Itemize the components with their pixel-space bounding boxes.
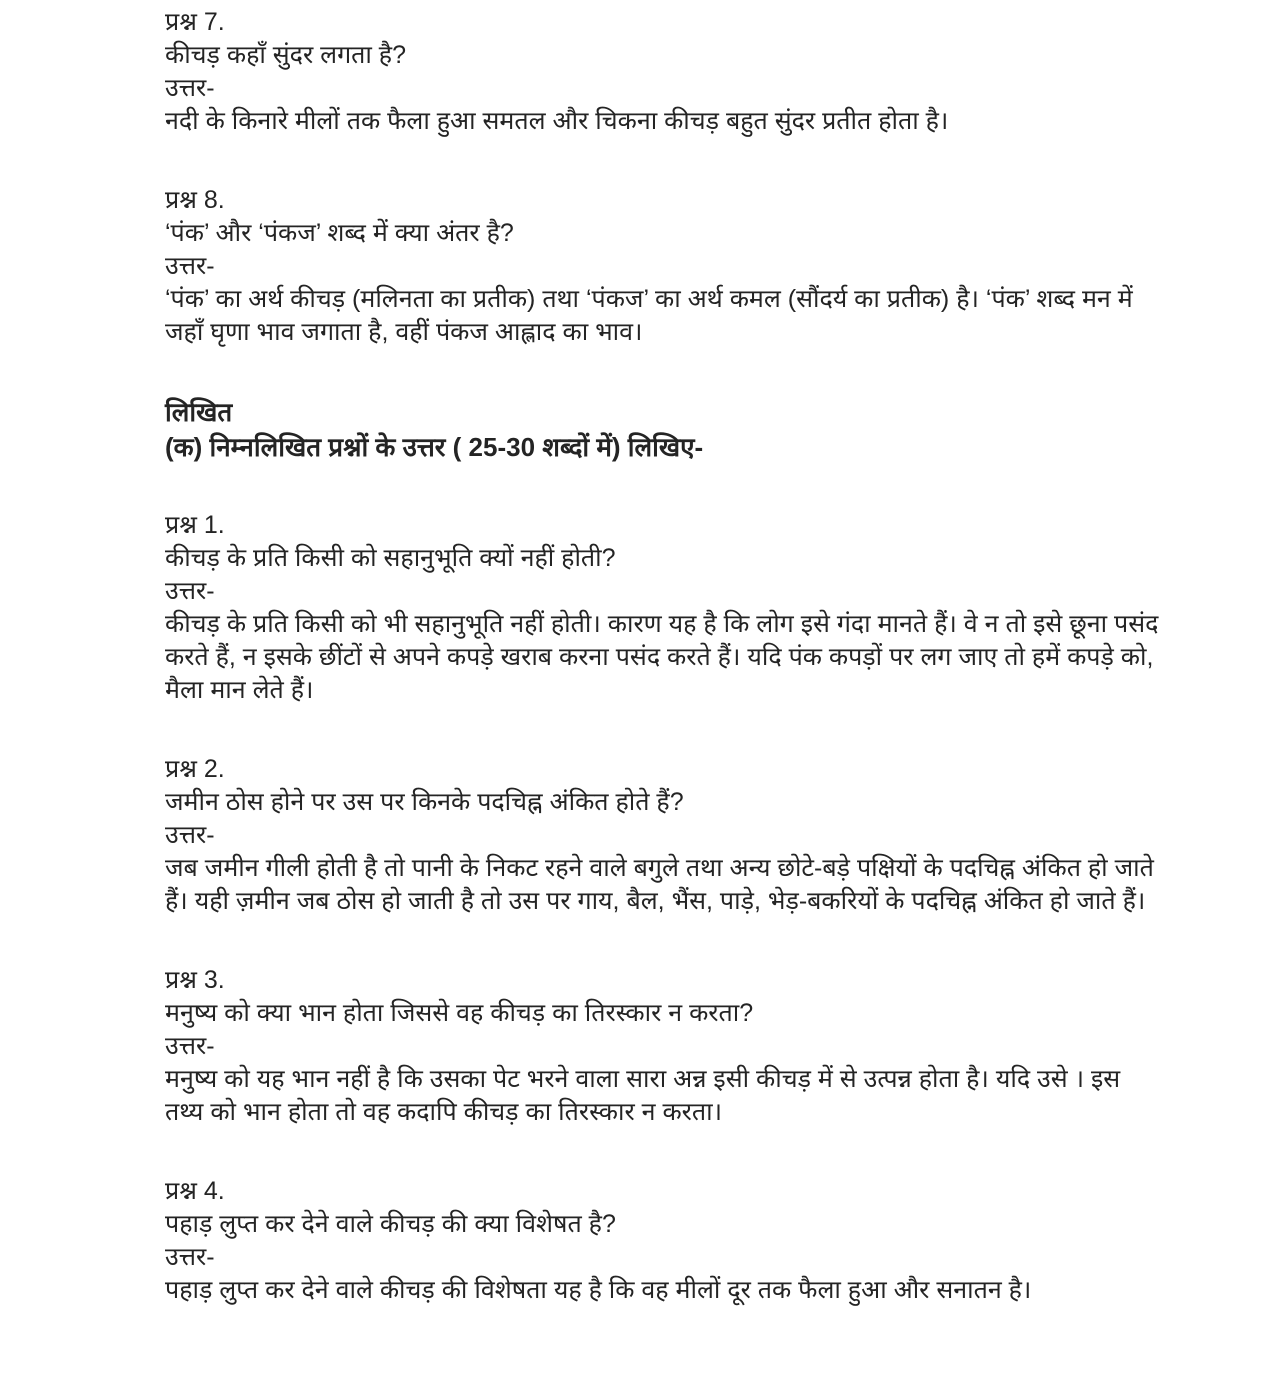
question-number: प्रश्न 2. (165, 755, 225, 783)
question-number: प्रश्न 1. (165, 511, 225, 539)
question-text: ‘पंक’ और ‘पंकज’ शब्द में क्या अंतर है? (165, 219, 514, 247)
question-number: प्रश्न 7. (165, 8, 225, 36)
answer-text: मनुष्य को यह भान नहीं है कि उसका पेट भरने वाला सारा अन्न इसी कीचड़ में से उत्पन्न होता है। यदि उसे । इस तथ्य को भान होता तो वह कदापि कीचड़ का तिरस्कार न करता। (165, 1065, 1121, 1126)
answer-text: पहाड़ लुप्त कर देने वाले कीचड़ की विशेषता यह है कि वह मीलों दूर तक फैला हुआ और सनातन है। (165, 1276, 1032, 1304)
question-text: मनुष्य को क्या भान होता जिससे वह कीचड़ का तिरस्कार न करता? (165, 999, 754, 1027)
qa-block-question-2 (165, 753, 1160, 918)
qa-block-question-7 (165, 6, 1160, 138)
question-number: प्रश्न 3. (165, 966, 225, 994)
section-instruction: (क) निम्नलिखित प्रश्नों के उत्तर ( 25-30 शब्दों में) लिखिए- (165, 432, 704, 462)
qa-block-question-1 (165, 509, 1160, 707)
written-section-heading (165, 395, 1160, 465)
answer-text: कीचड़ के प्रति किसी को भी सहानुभूति नहीं होती। कारण यह है कि लोग इसे गंदा मानते हैं। वे न तो इसे छूना पसंद करते हैं, न इसके छींटों से अपने कपड़े खराब करना पसंद करते हैं। यदि पंक कपड़ों पर लग जाए तो हमें कपड़े को, मैला मान लेते हैं। (165, 610, 1159, 704)
answer-label: उत्तर- (165, 577, 215, 605)
answer-text: ‘पंक’ का अर्थ कीचड़ (मलिनता का प्रतीक) तथा ‘पंकज’ का अर्थ कमल (सौंदर्य का प्रतीक) है। ‘पंक’ शब्द मन में जहाँ घृणा भाव जगाता है, वहीं पंकज आह्लाद का भाव। (165, 285, 1133, 346)
question-text: कीचड़ के प्रति किसी को सहानुभूति क्यों नहीं होती? (165, 544, 616, 572)
section-title: लिखित (165, 397, 233, 427)
answer-text: नदी के किनारे मीलों तक फैला हुआ समतल और चिकना कीचड़ बहुत सुंदर प्रतीत होता है। (165, 107, 949, 135)
qa-block-question-4 (165, 1175, 1160, 1307)
question-text: कीचड़ कहाँ सुंदर लगता है? (165, 41, 406, 69)
answer-label: उत्तर- (165, 252, 215, 280)
question-number: प्रश्न 8. (165, 186, 225, 214)
answer-label: उत्तर- (165, 1032, 215, 1060)
question-text: जमीन ठोस होने पर उस पर किनके पदचिह्न अंकित होते हैं? (165, 788, 684, 816)
answer-label: उत्तर- (165, 1243, 215, 1271)
answer-text: जब जमीन गीली होती है तो पानी के निकट रहने वाले बगुले तथा अन्य छोटे-बड़े पक्षियों के पदचिह्न अंकित हो जाते हैं। यही ज़मीन जब ठोस हो जाती है तो उस पर गाय, बैल, भैंस, पाड़े, भेड़-बकरियों के पदचिह्न अंकित हो जाते हैं। (165, 854, 1154, 915)
qa-block-question-3 (165, 964, 1160, 1129)
question-number: प्रश्न 4. (165, 1177, 225, 1205)
answer-label: उत्तर- (165, 821, 215, 849)
qa-block-question-8 (165, 184, 1160, 349)
answer-label: उत्तर- (165, 74, 215, 102)
question-text: पहाड़ लुप्त कर देने वाले कीचड़ की क्या विशेषत है? (165, 1210, 616, 1238)
